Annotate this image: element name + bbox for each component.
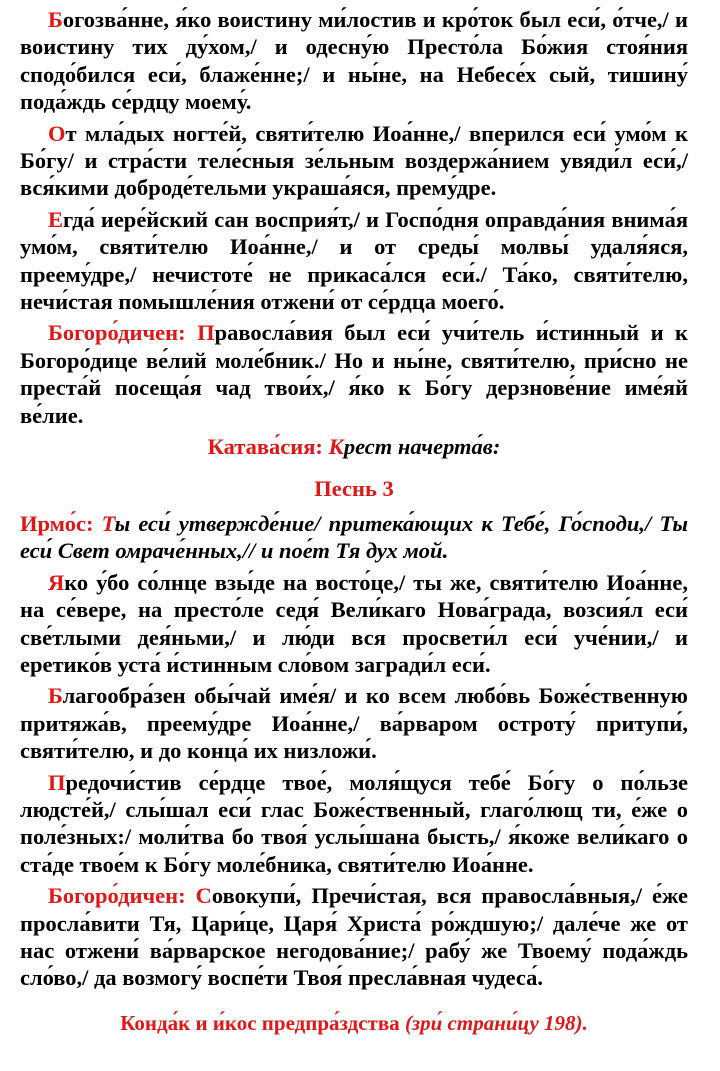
troparion-text: огозва́нне, я́ко воистину ми́лостив и кро́ток был еси́, о́тче,/ и воистину тих ду́хом,/ и одесну́ю Престо́ла Бо́жия стоя́ния сподо́бился еси́, блаже́нне;/ и ны́не, на Небесе́х сый, тишину́ пода́ждь се́рдцу моему́. (20, 7, 688, 115)
theotokion-1 (20, 319, 688, 429)
troparion-text: гда́ иере́йский сан восприя́т,/ и Госпо́дня оправда́ния внима́я умо́м, святи́телю Иоа́нне,/ и от среды́ молвы́ удаля́яся, преему́дре,/ нечистоте́ не прикаса́лся еси́./ Та́ко, святи́телю, нечи́стая помышле́ния отжени́ от се́рдца моего́. (20, 206, 688, 315)
initial-letter: Я (48, 569, 65, 595)
theotokion-label: Богоро́дичен: (48, 883, 196, 909)
initial-letter: С (195, 883, 212, 909)
katavasia-line (20, 433, 688, 460)
initial-letter: П (48, 769, 66, 795)
troparion-1 (20, 6, 688, 116)
troparion-text: лагообра́зен обы́чай име́я/ и ко всем любо́вь Боже́ственную притяжа́в, преему́дре Иоа́нне,/ ва́рваром остроту́ притупи́, святи́телю, и до конца́ их низложи́. (20, 683, 688, 764)
initial-letter: Б (48, 7, 63, 32)
initial-letter: П (197, 320, 215, 346)
katavasia-text: рест начерта́в: (343, 434, 501, 460)
troparion-2 (20, 120, 688, 202)
initial-letter: К (328, 434, 344, 460)
theotokion-label: Богоро́дичен: (48, 320, 198, 346)
footer-note (20, 1010, 688, 1037)
initial-letter: Б (48, 683, 63, 709)
theotokion-text: равосла́вия был еси́ учи́тель и́стинный и к Богоро́дице ве́лий моле́бник./ Но и ны́не, святи́телю, при́сно не преста́й посеща́я чад твои́х,/ я́ко к Бо́гу дерзнове́ние име́яй ве́лие. (20, 320, 688, 428)
ode-title: Песнь 3 (314, 475, 394, 501)
theotokion-2 (20, 882, 688, 992)
irmos-text: ы еси́ утвержде́ние/ притека́ющих к Тебе́, Го́споди,/ Ты еси́ Свет омраче́нных,// и пое́т Тя дух мой. (20, 510, 688, 564)
kontakion-ikos-label: Конда́к и и́кос предпра́здства (120, 1010, 400, 1035)
troparion-4 (20, 569, 688, 679)
theotokion-text: овокупи́, Пречи́стая, вся правосла́вныя,/ е́же просла́вити Тя, Цари́це, Царя́ Христа́ ро́ждшую;/ дале́че же от нас отжени́ ва́рварское негодова́ние;/ рабу́ же Твоему́ пода́ждь сло́во,/ да возмогу́ воспе́ти Твоя́ пресла́вная чудеса́. (20, 883, 688, 991)
troparion-6 (20, 769, 688, 879)
troparion-text: т мла́дых ногте́й, святи́телю Иоа́нне,/ вперился еси́ умо́м к Бо́гу/ и стра́сти теле́сныя зе́льным воздержа́нием увяди́л еси́,/ вся́кими доброде́тельми украша́яся, прему́дре. (20, 120, 688, 201)
page-reference: (зри́ страни́цу 198). (399, 1010, 588, 1035)
troparion-5 (20, 682, 688, 764)
initial-letter: Т (101, 510, 115, 536)
initial-letter: Е (48, 206, 64, 232)
irmos-label: Ирмо́с: (20, 510, 102, 536)
troparion-3 (20, 206, 688, 316)
katavasia-label: Катава́сия: (207, 434, 329, 460)
irmos (20, 510, 688, 565)
initial-letter: О (48, 120, 66, 146)
liturgical-text-page (20, 6, 688, 1058)
troparion-text: редочи́стив се́рдце твое́, моля́щуся тебе́ Бо́гу о по́льзе людсте́й,/ слы́шал еси́ глас Боже́ственный, глаго́лющ ти, е́же о поле́зных:/ моли́тва бо твоя́ услы́шана бысть,/ я́коже вели́каго о ста́де твое́м к Бо́гу моле́бника, святи́телю Иоа́нне. (20, 769, 688, 877)
troparion-text: ко у́бо со́лнце взы́де на восто́це,/ ты же, святи́телю Иоа́нне, на се́вере, на престо́ле седя́ Вели́каго Нова́града, возсия́л еси́ све́тлыми дея́ньми,/ и лю́ди вся просвети́л еси́ уче́нии,/ и еретико́в уста́ и́стинным сло́вом загради́л еси́. (20, 569, 688, 677)
